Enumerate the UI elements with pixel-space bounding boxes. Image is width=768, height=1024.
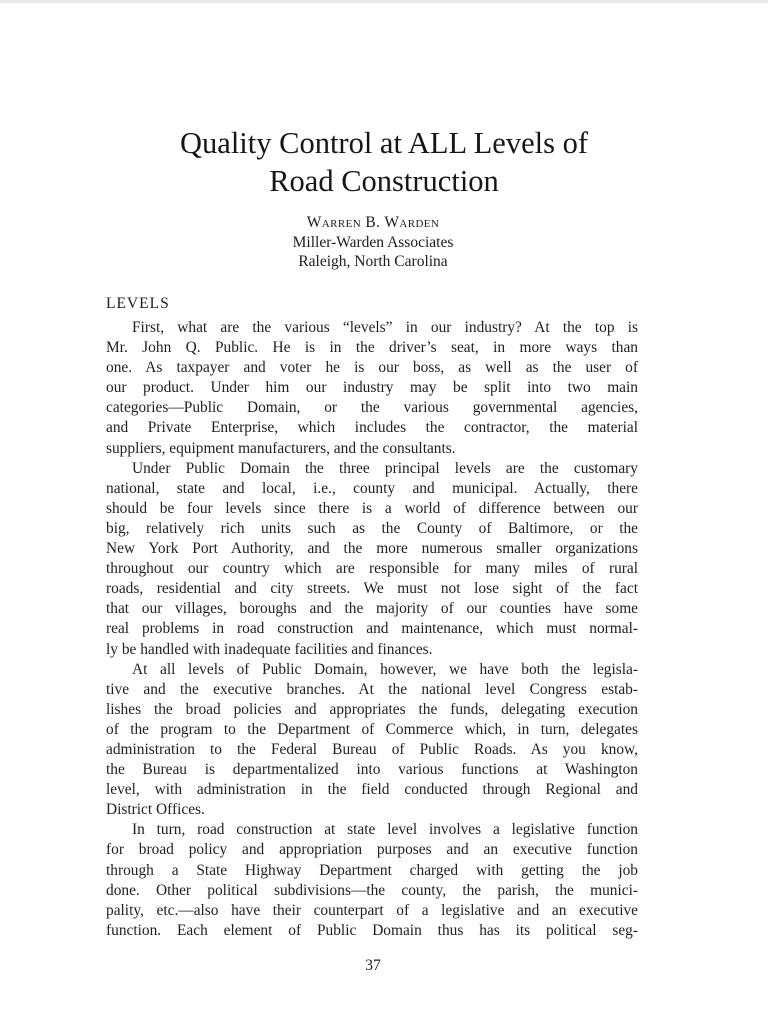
- body-text: [106, 318, 638, 941]
- author-location: Raleigh, North Carolina: [298, 253, 448, 270]
- author-name: Warren B. Warden: [306, 214, 440, 231]
- text-line: categories—Public Domain, or the various governmental agencies,: [106, 399, 638, 417]
- title-line-1: Quality Control at ALL Levels of: [180, 126, 588, 160]
- text-line: throughout our country which are responsible for many miles of rural: [106, 560, 638, 578]
- text-line: ly be handled with inadequate facilities and finances.: [106, 640, 433, 658]
- text-line: that our villages, boroughs and the majority of our counties have some: [106, 600, 638, 618]
- text-line: through a State Highway Department charged with getting the job: [106, 861, 638, 879]
- text-line: pality, etc.—also have their counterpart of a legislative and an executive: [106, 901, 638, 919]
- text-line: District Offices.: [106, 801, 205, 819]
- page-number: 37: [365, 957, 381, 974]
- text-line: administration to the Federal Bureau of Public Roads. As you know,: [106, 740, 638, 758]
- text-line: for broad policy and appropriation purposes and an executive function: [106, 841, 638, 859]
- text-line: real problems in road construction and maintenance, which must normal-: [106, 620, 638, 638]
- text-line: national, state and local, i.e., county and municipal. Actually, there: [106, 479, 638, 497]
- text-line: At all levels of Public Domain, however, we have both the legisla-: [132, 660, 638, 678]
- text-line: of the program to the Department of Commerce which, in turn, delegates: [106, 720, 638, 738]
- text-line: In turn, road construction at state level involves a legislative function: [132, 821, 638, 839]
- text-line: our product. Under him our industry may be split into two main: [106, 379, 638, 397]
- article-title: [0, 124, 768, 200]
- scan-top-edge: [0, 0, 768, 3]
- text-line: one. As taxpayer and voter he is our boss, as well as the user of: [106, 359, 638, 377]
- text-line: New York Port Authority, and the more numerous smaller organizations: [106, 540, 638, 558]
- text-line: level, with administration in the field conducted through Regional and: [106, 781, 638, 799]
- text-line: the Bureau is departmentalized into various functions at Washington: [106, 761, 638, 779]
- author-affiliation: Miller-Warden Associates: [292, 233, 454, 251]
- text-line: and Private Enterprise, which includes the contractor, the material: [106, 419, 638, 437]
- text-line: Under Public Domain the three principal levels are the customary: [132, 459, 638, 477]
- text-line: roads, residential and city streets. We must not lose sight of the fact: [106, 580, 638, 598]
- text-line: suppliers, equipment manufacturers, and the consultants.: [106, 439, 456, 457]
- section-heading: LEVELS: [106, 295, 170, 312]
- text-line: big, relatively rich units such as the County of Baltimore, or the: [106, 519, 638, 537]
- text-line: First, what are the various “levels” in our industry? At the top is: [132, 319, 638, 336]
- text-line: Mr. John Q. Public. He is in the driver’s seat, in more ways than: [106, 339, 638, 357]
- text-line: tive and the executive branches. At the national level Congress estab-: [106, 680, 638, 698]
- byline: [0, 213, 746, 272]
- text-line: should be four levels since there is a world of difference between our: [106, 499, 638, 517]
- text-line: done. Other political subdivisions—the county, the parish, the munici-: [106, 881, 638, 899]
- text-line: function. Each element of Public Domain thus has its political seg-: [106, 921, 638, 939]
- text-line: lishes the broad policies and appropriates the funds, delegating execution: [106, 700, 638, 718]
- title-line-2: Road Construction: [269, 164, 499, 198]
